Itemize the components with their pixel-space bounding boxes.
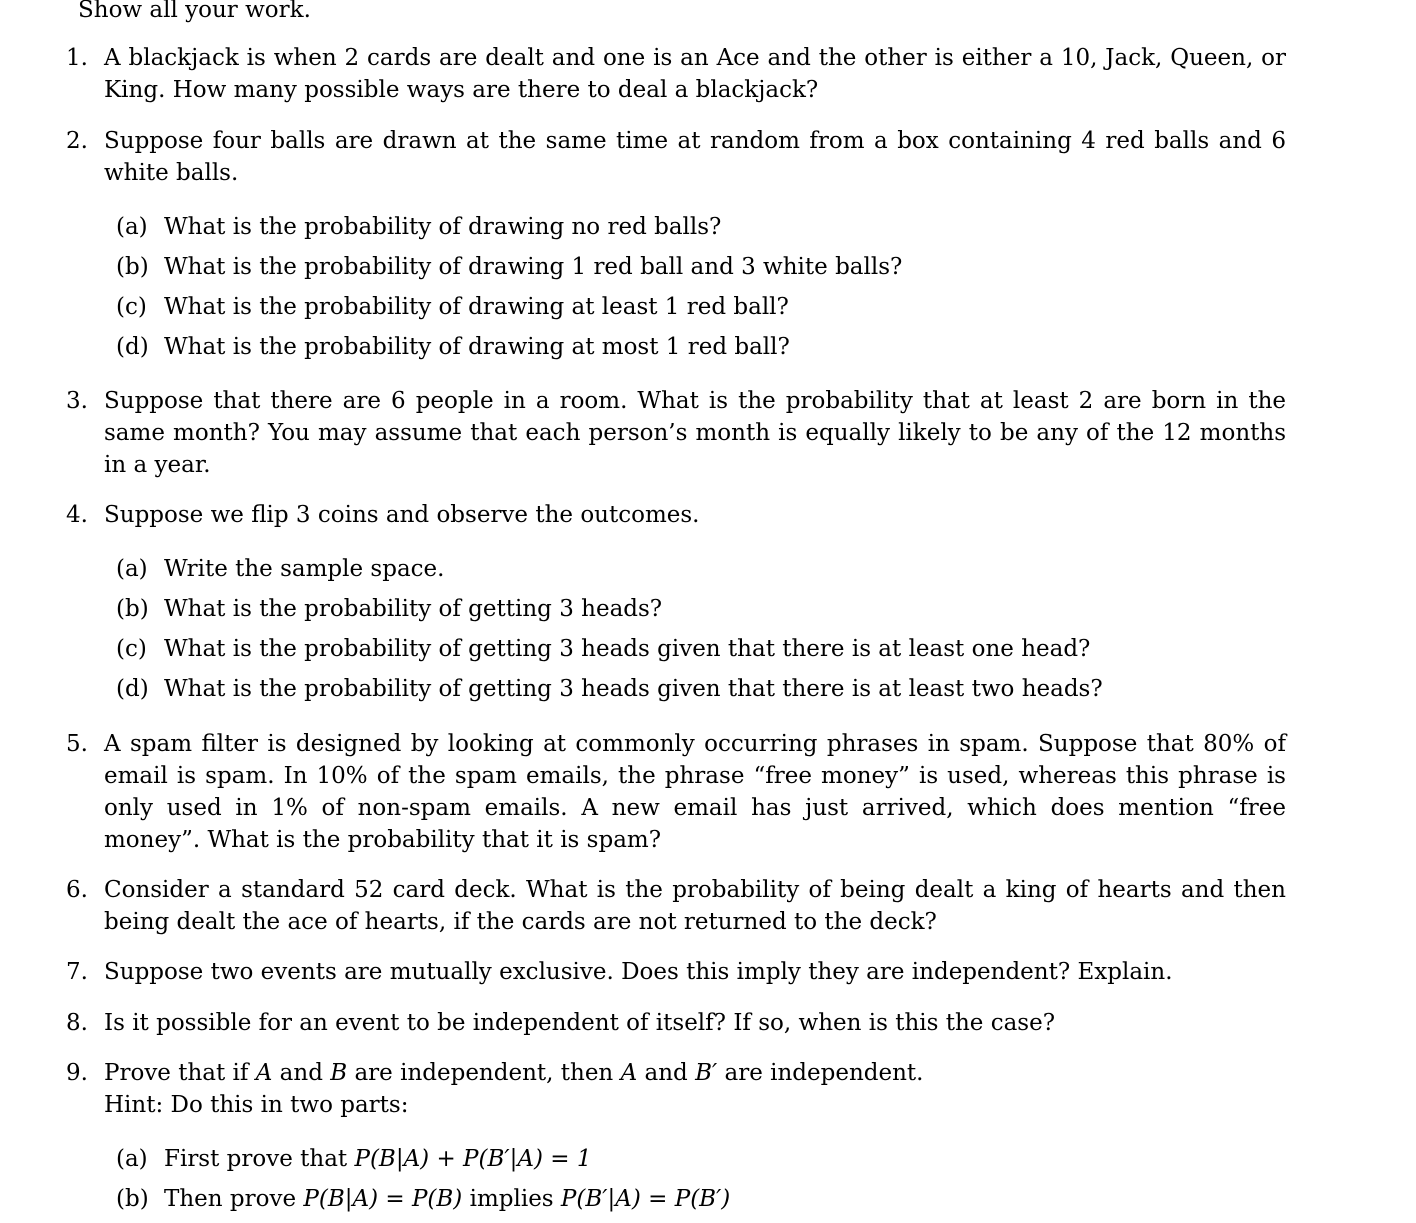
problem-text: Consider a standard 52 card deck. What is the probability of being dealt a king of hearts and then being dealt the ace of hearts, if the cards are not returned to the deck? <box>104 877 1286 935</box>
text-segment: First prove that <box>164 1146 355 1172</box>
text-segment: are independent, then <box>347 1060 621 1086</box>
math-expression: P(B′|A) = P(B′) <box>560 1186 731 1212</box>
subquestion <box>116 251 1286 291</box>
problem-1 <box>66 42 1286 106</box>
problem-text: A blackjack is when 2 cards are dealt and one is an Ace and the other is either a 10, Jack, Queen, or King. How many possible ways are there to deal a blackjack? <box>104 45 1286 103</box>
math-variable: A <box>255 1060 273 1086</box>
subquestion-label: (d) <box>116 676 149 702</box>
subquestion-text: Write the sample space. <box>164 556 445 582</box>
subquestion-text: What is the probability of drawing 1 red ball and 3 white balls? <box>164 254 903 280</box>
problem-number: 6. <box>66 877 88 903</box>
text-segment: and <box>272 1060 331 1086</box>
problem-text: Is it possible for an event to be independent of itself? If so, when is this the case? <box>104 1010 1056 1036</box>
subquestion-text <box>164 1143 591 1175</box>
hint-text: Hint: Do this in two parts: <box>104 1092 409 1118</box>
problem-text: Suppose we flip 3 coins and observe the outcomes. <box>104 502 700 528</box>
subquestion <box>116 211 1286 251</box>
problem-3 <box>66 385 1286 481</box>
problem-number: 4. <box>66 502 88 528</box>
text-segment: implies <box>462 1186 561 1212</box>
subquestion-label: (c) <box>116 636 147 662</box>
math-expression: P(B|A) + P(B′|A) = 1 <box>354 1146 592 1172</box>
problem-7 <box>66 956 1286 988</box>
subquestion <box>116 291 1286 331</box>
text-segment: Then prove <box>164 1186 304 1212</box>
math-variable: B′ <box>695 1060 718 1086</box>
subquestion <box>116 1183 1286 1223</box>
subquestion-text: What is the probability of drawing no red balls? <box>164 214 722 240</box>
problem-text: Suppose that there are 6 people in a room. What is the probability that at least 2 are born in the same month? You may assume that each person’s month is equally likely to be any of the 12 months in a year. <box>104 388 1286 478</box>
problem-number: 7. <box>66 959 88 985</box>
problem-text <box>104 1057 1286 1089</box>
subquestion <box>116 331 1286 371</box>
problem-text: Suppose two events are mutually exclusive. Does this imply they are independent? Explain. <box>104 959 1173 985</box>
problem-number: 5. <box>66 731 88 757</box>
subquestion <box>116 1143 1286 1183</box>
subquestion-label: (a) <box>116 556 148 582</box>
subquestion <box>116 633 1286 673</box>
text-segment: Prove that if <box>104 1060 256 1086</box>
subquestion-list <box>116 1143 1286 1223</box>
math-variable: B <box>330 1060 348 1086</box>
problem-8 <box>66 1007 1286 1039</box>
subquestion-text <box>164 1183 730 1215</box>
problem-text: Suppose four balls are drawn at the same time at random from a box containing 4 red balls and 6 white balls. <box>104 128 1286 186</box>
problem-5 <box>66 728 1286 856</box>
subquestion-label: (b) <box>116 1186 149 1212</box>
subquestion-text: What is the probability of getting 3 heads? <box>164 596 663 622</box>
problem-9 <box>66 1057 1286 1223</box>
subquestion-text: What is the probability of getting 3 heads given that there is at least two heads? <box>164 676 1103 702</box>
subquestion-label: (d) <box>116 334 149 360</box>
problem-number: 8. <box>66 1010 88 1036</box>
problem-number: 2. <box>66 128 88 154</box>
subquestion <box>116 593 1286 633</box>
subquestion-label: (b) <box>116 254 149 280</box>
problem-4 <box>66 499 1286 713</box>
subquestion-label: (c) <box>116 294 147 320</box>
text-segment: and <box>637 1060 696 1086</box>
subquestion-text: What is the probability of drawing at most 1 red ball? <box>164 334 790 360</box>
subquestion-text: What is the probability of getting 3 heads given that there is at least one head? <box>164 636 1091 662</box>
problem-number: 1. <box>66 45 88 71</box>
problem-number: 9. <box>66 1060 88 1086</box>
problem-text: A spam filter is designed by looking at commonly occurring phrases in spam. Suppose that 80% of email is spam. In 10% of the spam emails, the phrase “free money” is used, whereas this phrase is only used in 1% of non-spam emails. A new email has just arrived, which does mention “free money”. What is the probability that it is spam? <box>104 731 1286 853</box>
subquestion-list <box>116 553 1286 713</box>
text-segment: are independent. <box>717 1060 924 1086</box>
subquestion-label: (a) <box>116 214 148 240</box>
subquestion-label: (b) <box>116 596 149 622</box>
subquestion <box>116 553 1286 593</box>
subquestion-list <box>116 211 1286 371</box>
problem-number: 3. <box>66 388 88 414</box>
math-variable: A <box>620 1060 638 1086</box>
instructions: Show all your work. <box>78 0 311 23</box>
subquestion-text: What is the probability of drawing at least 1 red ball? <box>164 294 789 320</box>
subquestion <box>116 673 1286 713</box>
math-expression: P(B|A) = P(B) <box>303 1186 463 1212</box>
problem-2 <box>66 125 1286 371</box>
problem-6 <box>66 874 1286 938</box>
subquestion-label: (a) <box>116 1146 148 1172</box>
